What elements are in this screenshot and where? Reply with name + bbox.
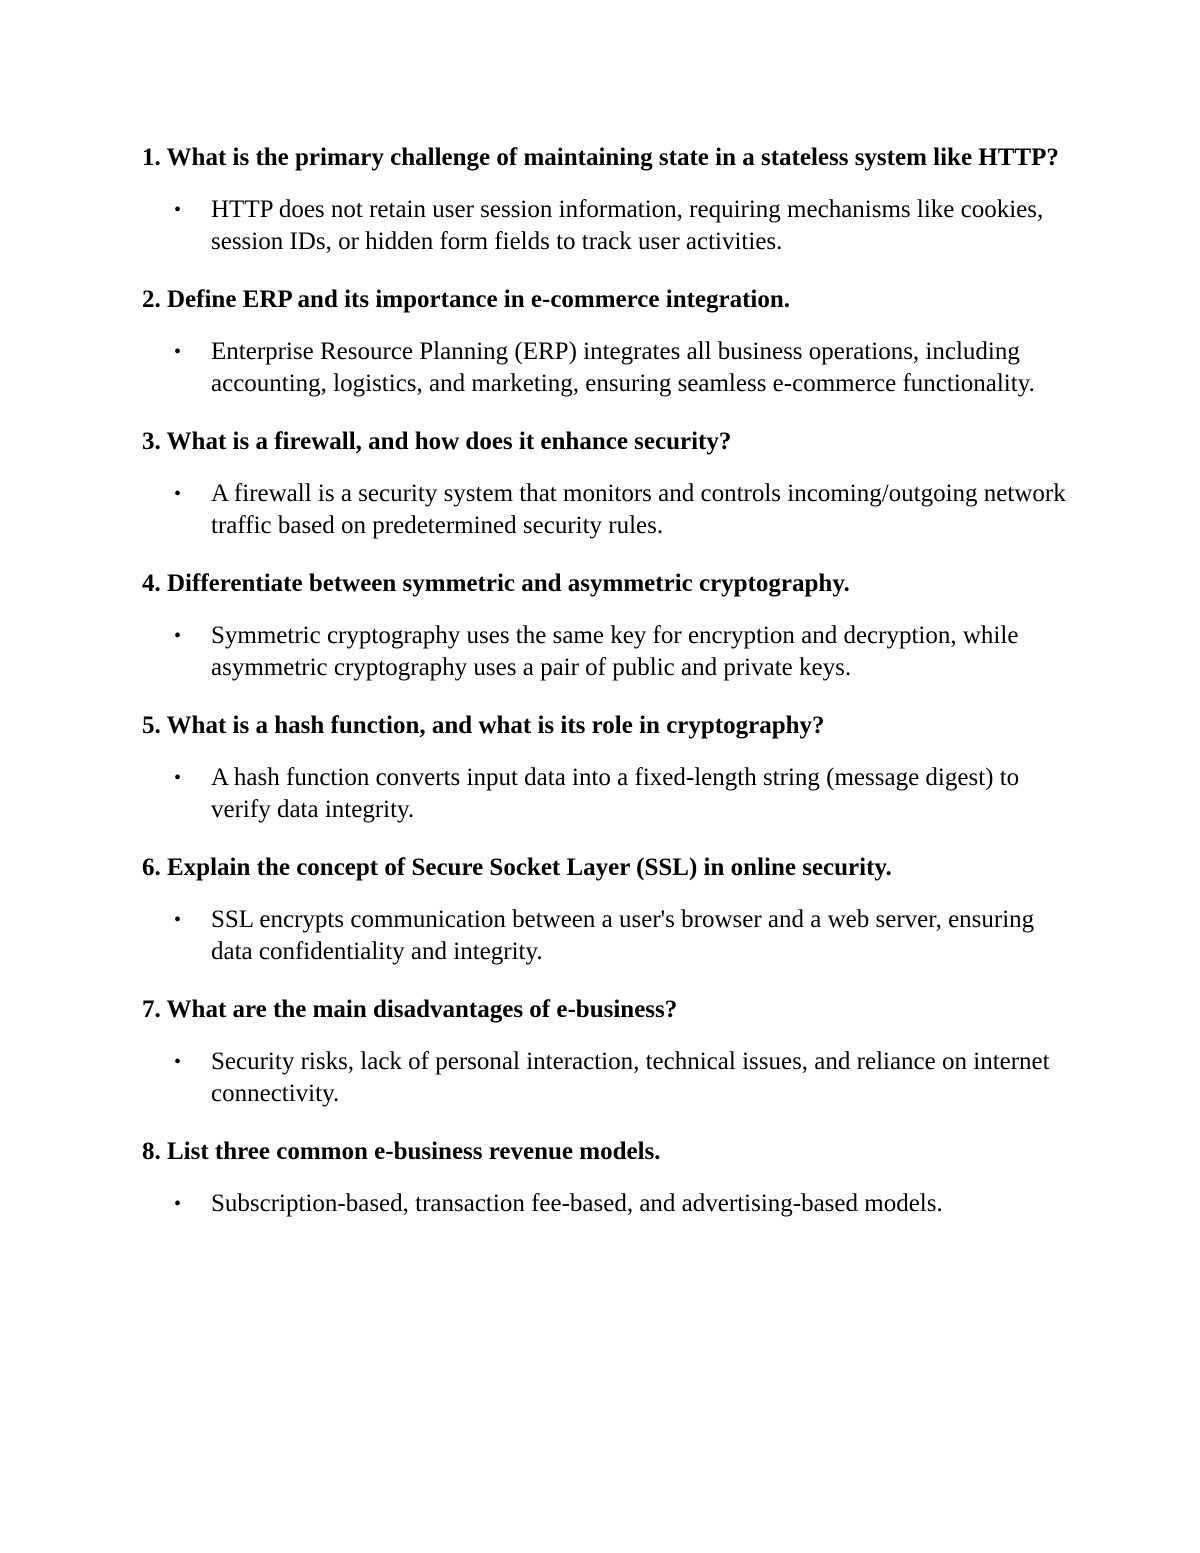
answer-3	[142, 478, 1072, 542]
answer-8	[142, 1188, 1072, 1220]
answer-text-6: SSL encrypts communication between a user's browser and a web server, ensuring data confidentiality and integrity.	[211, 906, 1035, 965]
answer-2	[142, 336, 1072, 400]
qa-list	[142, 142, 1072, 1246]
answer-list-7	[142, 1046, 1072, 1110]
answer-list-1	[142, 194, 1072, 258]
answer-text-8: Subscription-based, transaction fee-based, and advertising-based models.	[211, 1190, 943, 1217]
answer-4	[142, 620, 1072, 684]
qa-item-6	[142, 852, 1072, 968]
qa-item-3	[142, 426, 1072, 542]
bullet-icon: •	[174, 341, 182, 363]
answer-text-2: Enterprise Resource Planning (ERP) integrates all business operations, including accounting, logistics, and marketing, ensuring seamless e-commerce functionality.	[211, 338, 1035, 397]
answer-5	[142, 762, 1072, 826]
qa-item-5	[142, 710, 1072, 826]
answer-list-8	[142, 1188, 1072, 1220]
answer-7	[142, 1046, 1072, 1110]
qa-item-8	[142, 1136, 1072, 1220]
bullet-icon: •	[174, 1051, 182, 1073]
question-7: 7. What are the main disadvantages of e-business?	[142, 996, 678, 1023]
question-5: 5. What is a hash function, and what is its role in cryptography?	[142, 712, 825, 739]
question-4: 4. Differentiate between symmetric and asymmetric cryptography.	[142, 570, 850, 597]
bullet-icon: •	[174, 767, 182, 789]
answer-list-3	[142, 478, 1072, 542]
answer-text-4: Symmetric cryptography uses the same key for encryption and decryption, while asymmetric cryptography uses a pair of public and private keys.	[211, 622, 1019, 681]
answer-list-5	[142, 762, 1072, 826]
answer-list-4	[142, 620, 1072, 684]
answer-text-3: A firewall is a security system that monitors and controls incoming/outgoing network traffic based on predetermined security rules.	[211, 480, 1066, 539]
question-8: 8. List three common e-business revenue models.	[142, 1138, 661, 1165]
question-2: 2. Define ERP and its importance in e-commerce integration.	[142, 286, 791, 313]
answer-6	[142, 904, 1072, 968]
bullet-icon: •	[174, 483, 182, 505]
question-1: 1. What is the primary challenge of maintaining state in a stateless system like HTTP?	[142, 144, 1059, 171]
answer-list-2	[142, 336, 1072, 400]
bullet-icon: •	[174, 199, 182, 221]
answer-list-6	[142, 904, 1072, 968]
answer-text-1: HTTP does not retain user session information, requiring mechanisms like cookies, session IDs, or hidden form fields to track user activities.	[211, 196, 1044, 255]
qa-item-7	[142, 994, 1072, 1110]
answer-1	[142, 194, 1072, 258]
question-6: 6. Explain the concept of Secure Socket Layer (SSL) in online security.	[142, 854, 892, 881]
bullet-icon: •	[174, 1193, 182, 1215]
qa-item-4	[142, 568, 1072, 684]
answer-text-5: A hash function converts input data into a fixed-length string (message digest) to verify data integrity.	[211, 764, 1020, 823]
bullet-icon: •	[174, 625, 182, 647]
qa-item-1	[142, 142, 1072, 258]
bullet-icon: •	[174, 909, 182, 931]
question-3: 3. What is a firewall, and how does it enhance security?	[142, 428, 732, 455]
answer-text-7: Security risks, lack of personal interaction, technical issues, and reliance on internet connectivity.	[211, 1048, 1050, 1107]
qa-item-2	[142, 284, 1072, 400]
